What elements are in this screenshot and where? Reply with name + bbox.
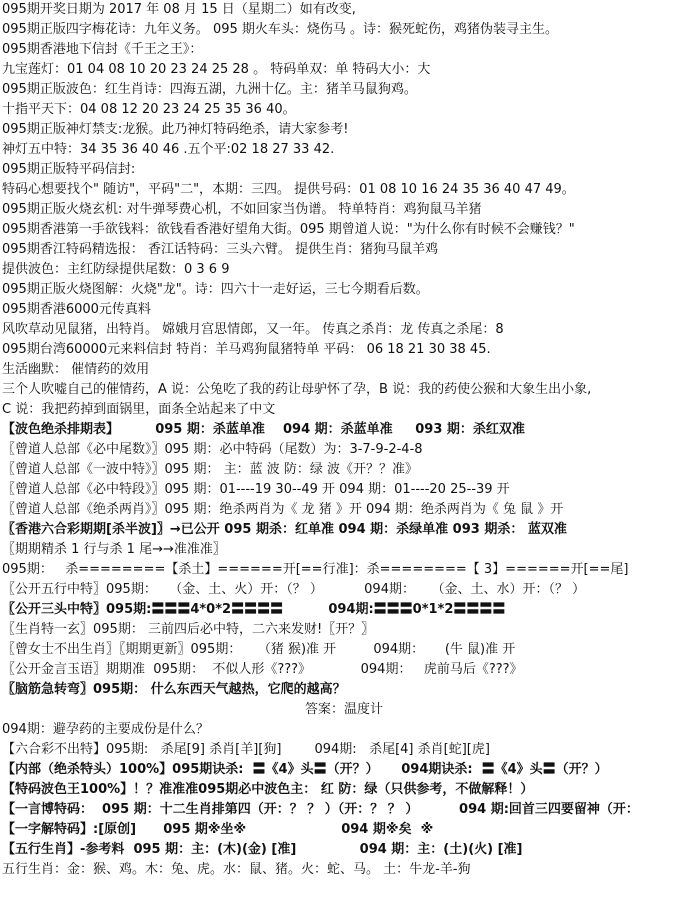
flat-code-line: 特码心想要找个" 随访"，平码"二"，本期：三四。 提供号码：01 08 10 16 24 35 36 40 47 49。	[2, 182, 575, 197]
humor-line-1: 三个人吹嘘自己的催情药，A 说：公兔吃了我的药让母驴怀了孕，B 说：我的药使公猴和大象生出小象,	[2, 382, 592, 397]
ten-fingers-line: 十指平天下：04 08 12 20 23 24 25 35 36 40。	[2, 102, 296, 117]
wave-king-line: 【特码波色王100%】！？准准准095期必中波色主： 红 防：绿（只供参考，不做解释！）	[2, 782, 534, 797]
lamp-forbidden-line: 095期正版神灯禁支:龙猴。此乃神灯特码绝杀，请大家参考!	[2, 122, 349, 137]
wave-tail-line: 提供波色：主红防绿提供尾数：0 3 6 9	[2, 262, 230, 277]
lamp-five-line: 神灯五中特：34 35 36 40 46 .五个平:02 18 27 33 42.	[2, 142, 335, 157]
draw-date-line: 095期开奖日期为 2017 年 08 月 15 日（星期二）如有改变,	[2, 2, 356, 17]
one-char-line: 【一字解特码】:[原创] 095 期※坐※ 094 期※矣 ※	[2, 822, 434, 837]
fire-diagram-line: 095期正版火烧图解：火烧"龙"。诗：四六十一走好运，三七今期看后数。	[2, 282, 429, 297]
plum-poem-line: 095期正版四字梅花诗：九年义务。 095 期火车头：烧伤马 。诗：猴死蛇伤，鸡猪伪装寻主生。	[2, 22, 559, 37]
wave-kill-schedule: 【波色绝杀排期表】 095 期：杀蓝单准 094 期：杀蓝单准 093 期：杀红双准	[2, 422, 525, 437]
hk-envelope-title: 095期香港地下信封《千王之王》：	[2, 42, 203, 57]
wave-color-line: 095期正版波色：红生肖诗：四海五湖，九洲十亿。主：猪羊马鼠狗鸡。	[2, 82, 417, 97]
kill-earth-line: 095期： 杀========【杀土】======开[==行准]：杀========【 3】======开[==尾]	[2, 562, 629, 577]
element-mapping-line: 五行生肖：金：猴、鸡。木：兔、虎。水：鼠、猪。火：蛇、马。 土：牛龙-羊-狗	[2, 862, 471, 877]
hk-first-hand-line: 095期香港第一手欲钱料：欲钱看香港好望角大街。095 期曾道人说："为什么你有时候不会赚钱？"	[2, 222, 575, 237]
inner-kill-head-line: 【内部（绝杀特头）100%】095期诀杀: 〓《4》头〓（开？） 094期诀杀: 〓《4》头〓（开？）	[2, 762, 608, 777]
riddle-answer: 答案：温度计	[304, 702, 383, 717]
flat-code-title: 095期正版特平码信封:	[2, 162, 136, 177]
five-element-zodiac-line: 【五行生肖】-参考料 095 期：主：(木)(金) [准] 094 期：主：(土)(火) [准]	[2, 842, 523, 857]
precise-kill-title: 〖期期精杀 1 行与杀 1 尾→→准准准〗	[2, 542, 226, 557]
taiwan-envelope-line: 095期台湾60000元来料信封 特肖：羊马鸡狗鼠猪特单 平码： 06 18 21 30 38 45.	[2, 342, 491, 357]
five-elements-line: 〖公开五行中特〗095期： （金、土、火）开：（？ ） 094期： （金、土、水）开：（？ ）	[2, 582, 586, 597]
three-heads-line: 〖公开三头中特〗095期:〓〓〓4*0*2〓〓〓〓 094期:〓〓〓0*1*2〓〓〓〓	[2, 602, 506, 617]
fire-mystery-line: 095期正版火烧玄机: 对牛弹琴费心机，不如回家当伪谱。 特单特肖：鸡狗鼠马羊猪	[2, 202, 482, 217]
golden-words-line: 〖公开金言玉语〗期期准 095期： 不似人形《???》 094期： 虎前马后《???》	[2, 662, 523, 677]
must-tail-line: 〖曾道人总部《必中尾数》〗095 期：必中特码（尾数）为：3-7-9-2-4-8	[2, 442, 423, 457]
half-wave-kill-line: 〖香港六合彩期期[杀半波]〗→已公开 095 期杀：红单准 094 期：杀绿单准 093 期杀： 蓝双准	[2, 522, 567, 537]
riddle-094-line: 094期：避孕药的主要成份是什么？	[2, 722, 209, 737]
hk-river-line: 095期香江特码精选报： 香江话特码：三头六臂。 提供生肖：猪狗马鼠羊鸡	[2, 242, 439, 257]
one-word-bet-line: 【一言博特码： 095 期：十二生肖排第四（开：？ ？ ）（开：？ ？ ） 094 期:回首三四要留神（开：	[2, 802, 639, 817]
ms-zeng-line: 〖曾女士不出生肖〗〖期期更新〗095期： （猪 猴)准 开 094期： (牛 鼠)准 开	[2, 642, 516, 657]
no-special-line: 【六合彩不出特】095期: 杀尾[9] 杀肖[羊][狗] 094期: 杀尾[4] 杀肖[蛇][虎]	[2, 742, 490, 757]
kill-two-zodiac-line: 〖曾道人总部《绝杀两肖》〗095 期：绝杀两肖为《 龙 猪 》开 094 期：绝杀两肖为《 兔 鼠 》开	[2, 502, 564, 517]
fax-content-line: 风吹草动见鼠猪，出特肖。 嫦娥月宫思情郎，又一年。 传真之杀肖：龙 传真之杀尾：8	[2, 322, 504, 337]
humor-title: 生活幽默： 催情药的效用	[2, 362, 150, 377]
riddle-question: 〖脑筋急转弯〗095期： 什么东西天气越热，它爬的越高？	[2, 682, 346, 697]
humor-line-2: C 说：我把药掉到面锅里，面条全站起来了中文	[2, 402, 276, 417]
zodiac-mystery-line: 〖生肖特一玄〗095期： 三前四后必中特，二六来发财!〖开？〗	[2, 622, 375, 637]
one-wave-line: 〖曾道人总部《一波中特》〗095 期： 主：蓝 波 防：绿 波《开？？准》	[2, 462, 418, 477]
must-range-line: 〖曾道人总部《必中特段》〗095 期：01----19 30--49 开 094 期：01----20 25--39 开	[2, 482, 510, 497]
hk-fax-title: 095期香港6000元传真料	[2, 302, 151, 317]
nine-lotus-line: 九宝莲灯：01 04 08 10 20 23 24 25 28 。 特码单双：单 特码大小：大	[2, 62, 431, 77]
